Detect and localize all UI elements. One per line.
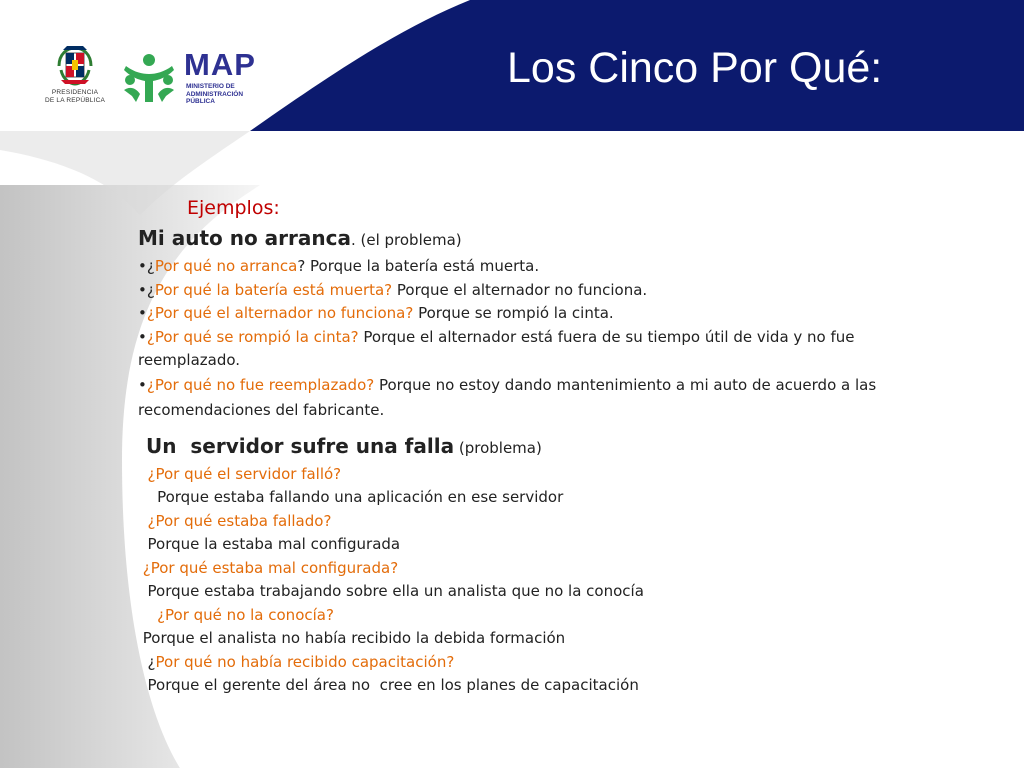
example1-item-5-bullet: • (138, 375, 147, 394)
coat-of-arms-icon (53, 44, 97, 88)
example1-item-1-question: Por qué no arranca (154, 257, 298, 275)
example1-item-3-bullet: • (138, 304, 147, 322)
presidencia-line-2: DE LA REPÚBLICA (44, 97, 106, 104)
example1-item-1-answer: ? Porque la batería está muerta. (297, 257, 540, 275)
example2-line-5: ¿Por qué estaba mal configurada? (138, 558, 399, 577)
example1-item-2-bullet: •¿ (138, 280, 155, 299)
example2-line-1: ¿Por qué el servidor falló? (138, 464, 342, 483)
example2-line-9-prefix: ¿ (138, 652, 156, 671)
example1-item-5 (138, 373, 958, 423)
map-people-icon (120, 50, 178, 106)
example1-item-4-answer: Porque el alternador está fuera de su tiempo útil de vida y no fue reemplazado. (138, 327, 855, 369)
example1-item-3-question: ¿Por qué el alternador no funciona? (146, 304, 414, 322)
example1-item-4 (138, 326, 958, 373)
example2-line-6: Porque estaba trabajando sobre ella un analista que no la conocía (138, 582, 644, 600)
example2-line-4: Porque la estaba mal configurada (138, 535, 401, 553)
map-subtitle-line-1: MINISTERIO DE (186, 83, 235, 90)
example1-heading (138, 223, 958, 255)
example1-item-5-answer: Porque no estoy dando mantenimiento a mi auto de acuerdo a las recomendaciones del fabricante. (138, 375, 877, 419)
slide-content (138, 193, 958, 698)
example2-line-9 (138, 651, 958, 675)
example1-item-3 (138, 302, 958, 326)
example1-item-1-bullet: •¿ (138, 257, 155, 275)
example1-item-3-answer: Porque se rompió la cinta. (413, 304, 614, 322)
example2-line-10: Porque el gerente del área no cree en los planes de capacitación (138, 676, 639, 694)
example2-line-7: ¿Por qué no la conocía? (138, 605, 334, 624)
example1-title-suffix: . (el problema) (350, 231, 462, 249)
map-subtitle-line-2: ADMINISTRACIÓN (186, 90, 244, 98)
map-subtitle-line-3: PÚBLICA (186, 98, 215, 105)
presidencia-logo (40, 44, 110, 108)
example1-item-2-answer: Porque el alternador no funciona. (392, 280, 648, 299)
example2-title-suffix: (problema) (454, 438, 542, 457)
example1-item-2-question: Por qué la batería está muerta? (154, 280, 393, 299)
example1-item-4-question: ¿Por qué se rompió la cinta? (146, 327, 359, 346)
example1-title: Mi auto no arranca (138, 226, 351, 250)
example2-line-9-question: Por qué no había recibido capacitación? (155, 652, 455, 671)
map-logo (120, 47, 280, 110)
slide-title: Los Cinco Por Qué: (507, 44, 883, 92)
example1-item-1 (138, 255, 958, 279)
example2-line-3: ¿Por qué estaba fallado? (138, 511, 332, 530)
example2-line-2: Porque estaba fallando una aplicación en ese servidor (138, 488, 564, 506)
presidencia-line-1: PRESIDENCIA (51, 89, 99, 96)
example1-item-2 (138, 279, 958, 303)
example2-line-8: Porque el analista no había recibido la debida formación (138, 629, 566, 647)
example1-item-4-bullet: • (138, 327, 147, 346)
example2-heading (146, 431, 958, 463)
examples-label: Ejemplos: (187, 197, 280, 219)
map-wordmark: MAP (184, 47, 256, 82)
example2-title: Un servidor sufre una falla (146, 433, 455, 458)
example1-item-5-question: ¿Por qué no fue reemplazado? (146, 375, 375, 394)
